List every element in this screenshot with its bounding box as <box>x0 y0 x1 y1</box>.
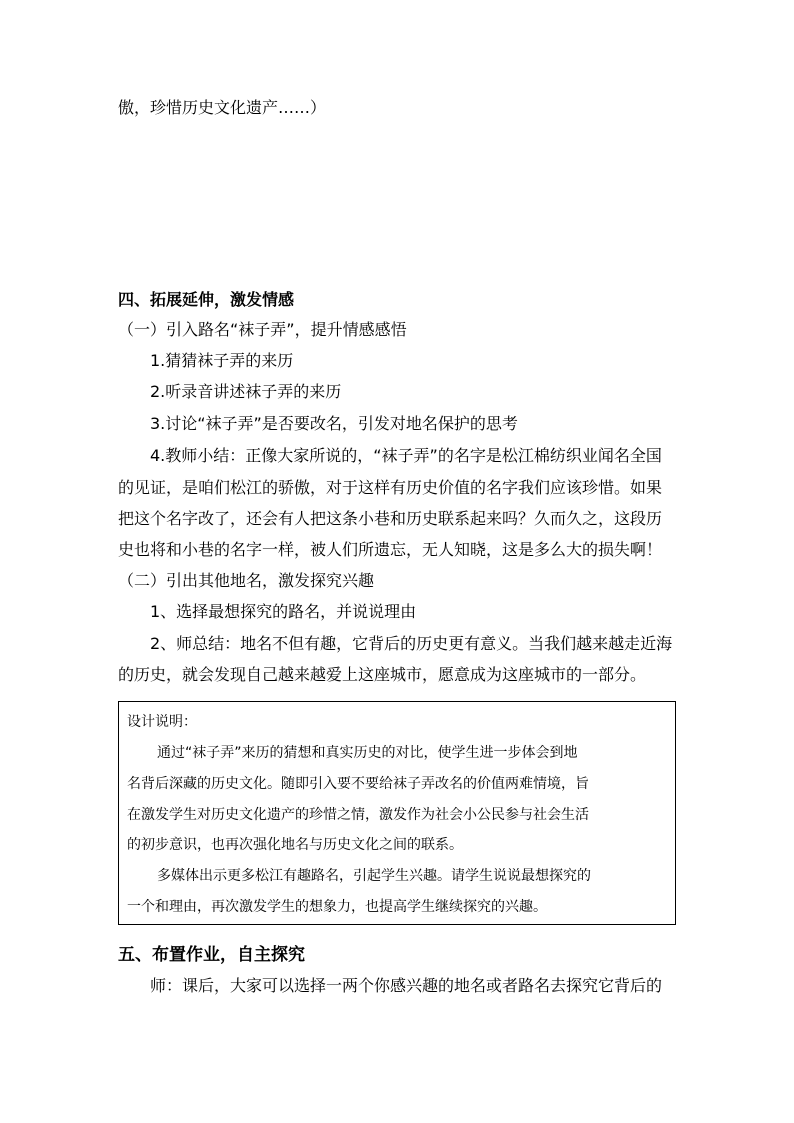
section-5-heading: 五、布置作业，自主探究 <box>118 945 305 965</box>
conclusion-line-1: 2、师总结：地名不但有趣，它背后的历史更有意义。当我们越来越走近海 <box>150 634 673 653</box>
design-note-line: 一个和理由，再次激发学生的想象力，也提高学生继续探究的兴趣。 <box>127 899 547 915</box>
design-note-box <box>118 701 676 925</box>
list-item-5: 1、选择最想探究的路名，并说说理由 <box>150 602 417 621</box>
list-item-2: 2.听录音讲述袜子弄的来历 <box>150 382 342 401</box>
design-note-line: 名背后深藏的历史文化。随即引入要不要给袜子弄改名的价值两难情境，旨 <box>127 776 589 792</box>
conclusion-line-2: 的历史，就会发现自己越来越爱上这座城市，愿意成为这座城市的一部分。 <box>118 665 647 684</box>
design-note-line: 通过“袜子弄”来历的猜想和真实历史的对比，使学生进一步体会到地 <box>157 745 578 761</box>
homework-line-1: 师：课后，大家可以选择一两个你感兴趣的地名或者路名去探究它背后的 <box>150 976 663 995</box>
list-item-1: 1.猜猜袜子弄的来历 <box>150 351 294 370</box>
continued-text-fragment: 傲，珍惜历史文化遗产……） <box>118 98 327 117</box>
summary-line-1: 4.教师小结：正像大家所说的，“袜子弄”的名字是松江棉纺织业闻名全国 <box>150 446 662 465</box>
subsection-2-heading: （二）引出其他地名，激发探究兴趣 <box>118 571 375 590</box>
subsection-1-heading: （一）引入路名“袜子弄”，提升情感感悟 <box>118 320 407 339</box>
design-note-label: 设计说明： <box>127 714 197 730</box>
list-item-3: 3.讨论“袜子弄”是否要改名，引发对地名保护的思考 <box>150 414 518 433</box>
design-note-line: 多媒体出示更多松江有趣路名，引起学生兴趣。请学生说说最想探究的 <box>157 868 591 884</box>
summary-line-3: 把这个名字改了，还会有人把这条小巷和历史联系起来吗？久而久之，这段历 <box>118 509 663 528</box>
section-4-heading: 四、拓展延伸，激发情感 <box>118 290 295 309</box>
summary-line-4: 史也将和小巷的名字一样，被人们所遗忘，无人知晓，这是多么大的损失啊！ <box>118 540 663 559</box>
design-note-line: 在激发学生对历史文化遗产的珍惜之情，激发作为社会小公民参与社会生活 <box>127 807 589 823</box>
design-note-line: 的初步意识，也再次强化地名与历史文化之间的联系。 <box>127 837 463 853</box>
summary-line-2: 的见证，是咱们松江的骄傲，对于这样有历史价值的名字我们应该珍惜。如果 <box>118 478 663 497</box>
